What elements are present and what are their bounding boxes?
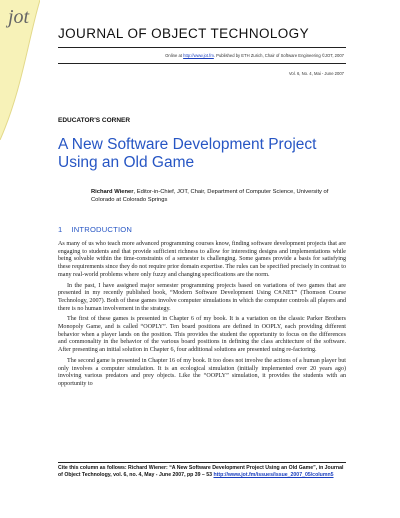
citation-note: [58, 465, 346, 478]
header-rule-mid: [58, 63, 346, 64]
section-number: 1: [58, 225, 63, 234]
jot-link[interactable]: http://www.jot.fm: [183, 53, 214, 58]
volume-info: Vol. 6, No. 4, Mai - June 2007: [288, 71, 344, 76]
article-title: A New Software Development Project Using an Old Game: [58, 136, 317, 171]
author-name: Richard Wiener: [91, 189, 134, 195]
online-line: [165, 53, 344, 58]
jot-logo: jot: [8, 6, 30, 28]
paragraph: The first of these games is presented in Chapter 6 of my book. It is a variation on the classic Parker Brothers Monopoly Game, and is called “OOPLY”. Ten board positions are defined in OOPLY, each providing different behavior when a player lands on the position. This provides the student the opportunity to focus on the differences and commonality in the behavior of the various board positions in defining the class architecture of the software. After presenting an initial solution in Chapter 6, four additional solutions are presented using re-factoring.: [58, 316, 346, 354]
paragraph: As many of us who teach more advanced programming courses know, finding software development projects that are engaging to students and that provide sufficient richness to allow for interesting designs and implementations while being solvable within the time-constraints of a semester is challenging. Some games provide a basis for satisfying these requirements since they do not require prior domain expertise. The rules can be specified precisely in contrast to many real-world problems where only fuzzy and changing specifications are the norm.: [58, 241, 346, 278]
citation-text: Cite this column as follows: Richard Wiener: “A New Software Development Project Using an Old Game”, in Journal of Object Technology, vol. 6, no. 4, May - June 2007, pp 39 – 53: [58, 465, 344, 478]
online-prefix: Online at: [165, 53, 184, 58]
section-label: EDUCATOR'S CORNER: [58, 117, 131, 124]
citation-link[interactable]: http://www.jot.fm/issues/issue_2007_05/column5: [213, 471, 334, 478]
footer-rule: [58, 462, 346, 463]
section-heading-text: INTRODUCTION: [71, 225, 133, 234]
journal-title: JOURNAL OF OBJECT TECHNOLOGY: [58, 26, 309, 41]
header-rule-top: [58, 47, 346, 48]
body-text: [58, 241, 346, 392]
section-heading-introduction: [58, 225, 132, 234]
paragraph: In the past, I have assigned major semester programming projects based on variations of two games that are presented in my recently published book, “Modern Software Development Using C#.NET” (Thomson Course Technology, 2007). Both of these games involve computer simulations in which the computer controls all players and there is no human involvement in the strategy.: [58, 282, 346, 312]
author-line: [91, 188, 341, 204]
author-affiliation: , Editor-in-Chief, JOT, Chair, Department of Computer Science, University of Colorado at Colorado Springs: [91, 189, 329, 203]
paragraph: The second game is presented in Chapter 16 of my book. It too does not involve the actions of a human player but only involves a computer simulation. It is an ecological simulation (initially implemented over 20 years ago) involving various predators and prey objects. Like the “OOPLY” simulation, it provides the students with an opportunity to: [58, 357, 346, 387]
online-suffix: . Published by ETH Zurich, Chair of Software Engineering ©JOT, 2007: [213, 53, 344, 58]
